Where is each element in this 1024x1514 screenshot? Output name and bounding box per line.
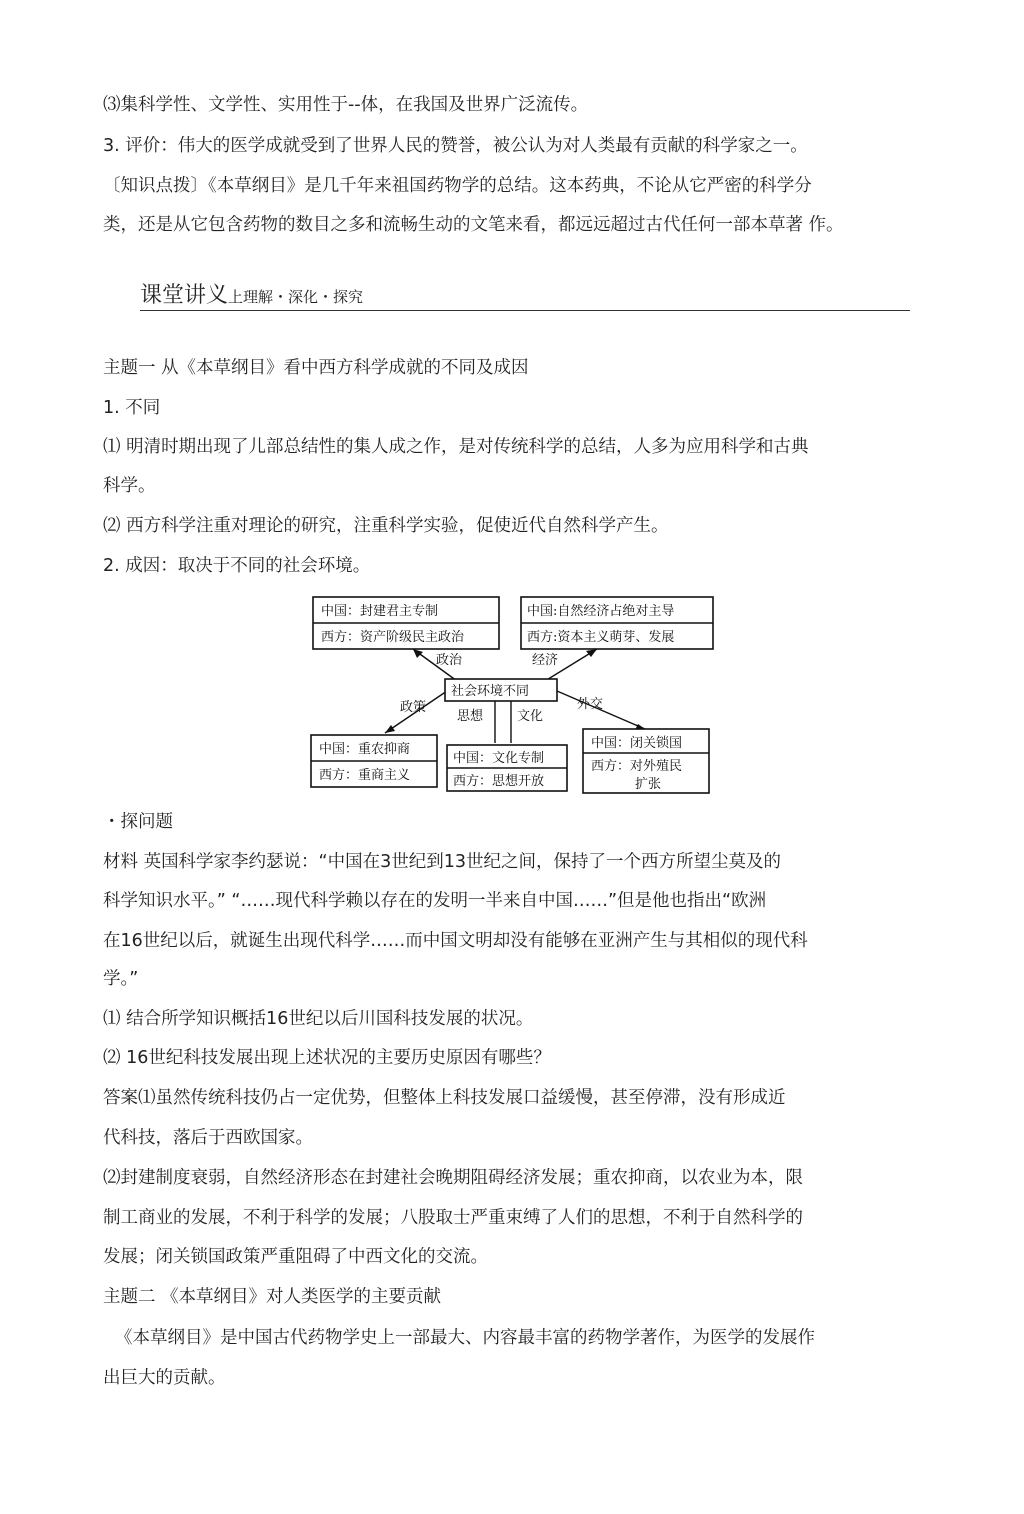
question-1: ⑴ 结合所学知识概括16世纪以后川国科技发展的状况。 — [103, 1009, 534, 1029]
topic1-heading: 主题一 从《本草纲目》看中西方科学成就的不同及成因 — [103, 358, 529, 378]
answer-1-line-1: 答案⑴虽然传统科技仍占一定优势，但整体上科技发展口益缓慢，甚至停滞，没有形成近 — [103, 1088, 786, 1108]
topic1-p2: ⑵ 西方科学注重对理论的研究，注重科学实验，促使近代自然科学产生。 — [103, 516, 669, 536]
box-culture-china: 中国：文化专制 — [453, 751, 545, 766]
knowledge-tip-line-1: 〔知识点拨〕《本草纲目》是几千年来祖国药物学的总结。这本药典，不论从它严密的科学分 — [103, 176, 812, 196]
section-subtitle: 上理解・深化・探究 — [228, 288, 364, 306]
edge-label-culture: 文化 — [517, 709, 544, 724]
question-2: ⑵ 16世纪科技发展出现上述状况的主要历史原因有哪些？ — [103, 1048, 551, 1068]
material-line-2: 科学知识水平。” “……现代科学赖以存在的发明一半来自中国……”但是他也指出“欧洲 — [103, 891, 767, 911]
box-diplomacy-west-cont: 扩张 — [635, 777, 662, 792]
box-economy-china: 中国:自然经济占绝对主导 — [527, 604, 675, 619]
edge-label-thought: 思想 — [457, 709, 484, 724]
topic1-p1-line2: 科学。 — [103, 476, 156, 496]
material-line-1: 材料 英国科学家李约瑟说：“中国在3世纪到13世纪之间，保持了一个西方所望尘莫及的 — [103, 852, 782, 872]
topic2-p1-line1: 《本草纲目》是中国古代药物学史上一部最大、内容最丰富的药物学著作，为医学的发展作 — [115, 1328, 815, 1348]
edge-label-politics: 政治 — [436, 653, 463, 668]
arrowhead-economy — [586, 649, 597, 657]
edge-label-economy: 经济 — [532, 653, 559, 668]
edge-label-policy: 政策 — [400, 700, 427, 715]
intro-line-2: 3. 评价：伟大的医学成就受到了世界人民的赞誉，被公认为对人类最有贡献的科学家之一。 — [103, 136, 808, 156]
knowledge-tip-line-2: 类，还是从它包含药物的数目之多和流畅生动的文笔来看，都远远超过古代任何一部本草著 作。 — [103, 215, 844, 235]
material-line-3: 在16世纪以后，就诞生出现代科学……而中国文明却没有能够在亚洲产生与其相似的现代科 — [103, 931, 808, 951]
box-diplomacy-west: 西方：对外殖民 — [591, 759, 683, 774]
center-label: 社会环境不同 — [451, 684, 530, 699]
intro-line-1: ⑶集科学性、文学性、实用性于--体，在我国及世界广泛流传。 — [103, 95, 589, 115]
answer-2-line-2: 制工商业的发展，不利于科学的发展；八股取士严重束缚了人们的思想，不利于自然科学的 — [103, 1208, 803, 1228]
section-heading — [140, 283, 910, 311]
topic1-p1-line1: ⑴ 明清时期出现了儿部总结性的集人成之作，是对传统科学的总结，人多为应用科学和古典 — [103, 437, 809, 457]
box-policy-west: 西方：重商主义 — [319, 768, 411, 783]
topic2-heading: 主题二 《本草纲目》对人类医学的主要贡献 — [103, 1287, 442, 1307]
section-title: 课堂讲义 — [140, 283, 229, 308]
box-economy-west: 西方:资本主义萌芽、发展 — [527, 630, 675, 645]
topic1-item1: 1. 不同 — [103, 398, 161, 418]
topic1-item2: 2. 成因：取决于不同的社会环境。 — [103, 556, 371, 576]
topic2-p1-line2: 出巨大的贡献。 — [103, 1368, 226, 1388]
arrowhead-policy — [385, 725, 395, 733]
material-line-4: 学。” — [103, 969, 139, 989]
answer-2-line-1: ⑵封建制度衰弱，自然经济形态在封建社会晚期阻碍经济发展；重农抑商，以农业为本，限 — [103, 1168, 803, 1188]
box-culture-west: 西方：思想开放 — [453, 774, 545, 789]
box-politics-china: 中国：封建君主专制 — [321, 604, 439, 619]
edge-label-diplomacy: 外交 — [577, 697, 604, 712]
arrowhead-politics — [413, 649, 423, 658]
box-diplomacy-china: 中国：闭关锁国 — [591, 736, 683, 751]
answer-2-line-3: 发展；闭关锁国政策严重阻碍了中西文化的交流。 — [103, 1247, 488, 1267]
answer-1-line-2: 代科技，落后于西欧国家。 — [103, 1128, 313, 1148]
box-politics-west: 西方：资产阶级民主政治 — [321, 630, 465, 645]
social-environment-diagram — [305, 593, 717, 798]
box-policy-china: 中国：重农抑商 — [319, 742, 411, 757]
inquiry-bullet: ・探问题 — [103, 812, 173, 832]
